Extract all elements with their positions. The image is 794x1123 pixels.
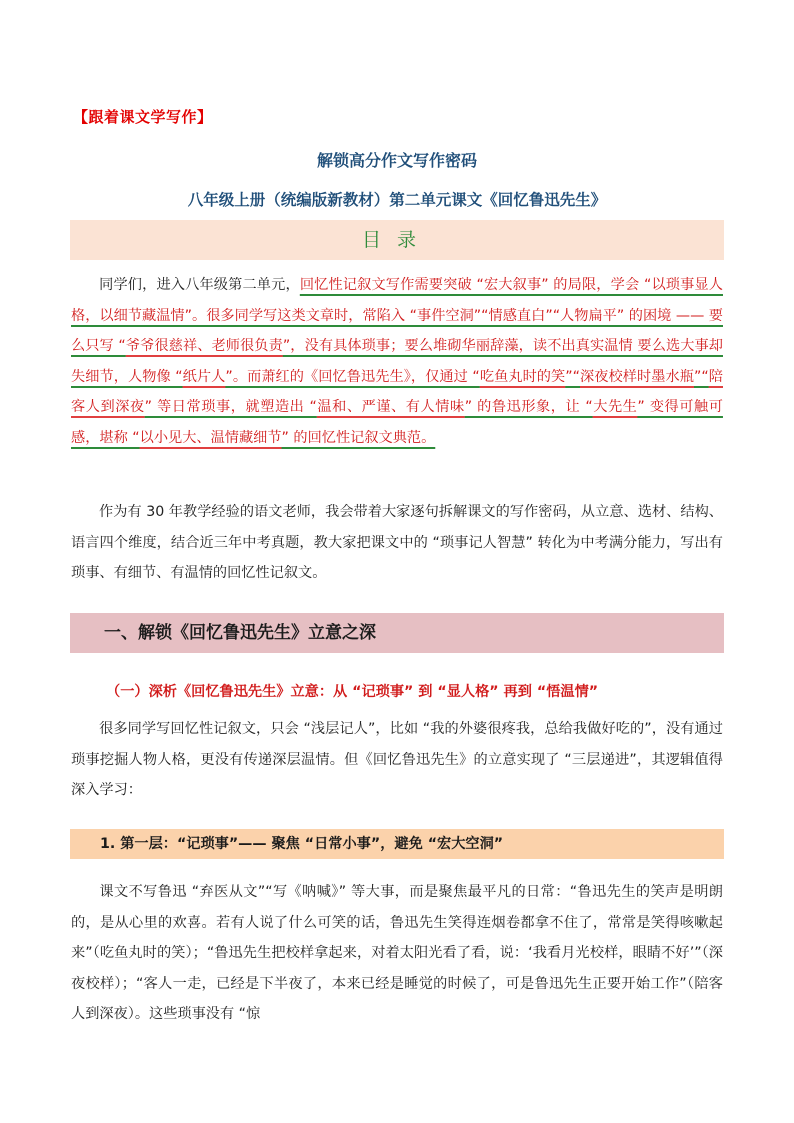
body-text: 很多同学写回忆性记叙文，只会 “浅层记人”，比如 “我的外婆很疼我，总给我做好吃的”，没有通过琐事挖掘人物人格，更没有传递深层温情。但《回忆鲁迅先生》的立意实现了 “三层递进”，其逻辑值得深入学习：: [71, 721, 723, 798]
teacher-paragraph: [71, 497, 723, 589]
teacher-text: 作为有 30 年教学经验的语文老师，我会带着大家逐句拆解课文的写作密码，从立意、选材、结构、语言四个维度，结合近三年中考真题，教大家把课文中的 “琐事记人智慧” 转化为中考满分能力，写出有琐事、有细节、有温情的回忆性记叙文。: [71, 504, 723, 581]
section-title: 一、解锁《回忆鲁迅先生》立意之深: [104, 623, 376, 643]
toc-heading: 目录: [70, 220, 724, 260]
sub-title: 八年级上册（统编版新教材）第二单元课文《回忆鲁迅先生》: [187, 191, 607, 209]
intro-text: 同学们，进入八年级第二单元，: [99, 277, 300, 293]
body-paragraph: [71, 877, 723, 1030]
intro-highlight: 回忆性记叙文写作需要突破 “宏大叙事” 的局限，学会 “以琐事显人格，以细节藏温情”。很多同学写这类文章时，常陷入 “事件空洞”“情感直白”“人物扁平” 的困境 —— 要么只写 “爷爷很慈祥、老师很负责”，没有具体琐事；要么堆砌华丽辞藻，读不出真实温情 要么选大事却失细节，人物像 “纸片人”。而萧红的《回忆鲁迅先生》，仅通过 “吃鱼丸时的笑”“深夜校样时墨水瓶”“陪客人到深夜” 等日常琐事，就塑造出 “温和、严谨、有人情味” 的鲁迅形象，让 “大先生” 变得可触可感，堪称 “以小见大、温情藏细节” 的回忆性记叙文典范。: [71, 277, 723, 446]
section-heading: [70, 613, 724, 653]
main-title: 解锁高分作文写作密码: [316, 151, 477, 170]
subsection-heading: （一）深析《回忆鲁迅先生》立意：从 “记琐事” 到 “显人格” 再到 “悟温情”: [106, 684, 599, 700]
body-paragraph: [71, 714, 723, 806]
level-title: 1. 第一层：“记琐事”—— 聚焦 “日常小事”，避免 “宏大空洞”: [100, 836, 504, 852]
intro-paragraph: [71, 270, 723, 453]
column-title: 【跟着课文学写作】: [73, 108, 213, 126]
body-text: 课文不写鲁迅 “弃医从文”“写《呐喊》” 等大事，而是聚焦最平凡的日常：“鲁迅先生的笑声是明朗的，是从心里的欢喜。若有人说了什么可笑的话，鲁迅先生笑得连烟卷都拿不住了，常常是笑得咳嗽起来”（吃鱼丸时的笑）；“鲁迅先生把校样拿起来，对着太阳光看了看，说：‘我看月光校样，眼睛不好’”（深夜校样）；“客人一走，已经是下半夜了，本来已经是睡觉的时候了，可是鲁迅先生正要开始工作”（陪客人到深夜）。这些琐事没有 “惊: [71, 884, 723, 1022]
level-heading: [70, 829, 724, 859]
